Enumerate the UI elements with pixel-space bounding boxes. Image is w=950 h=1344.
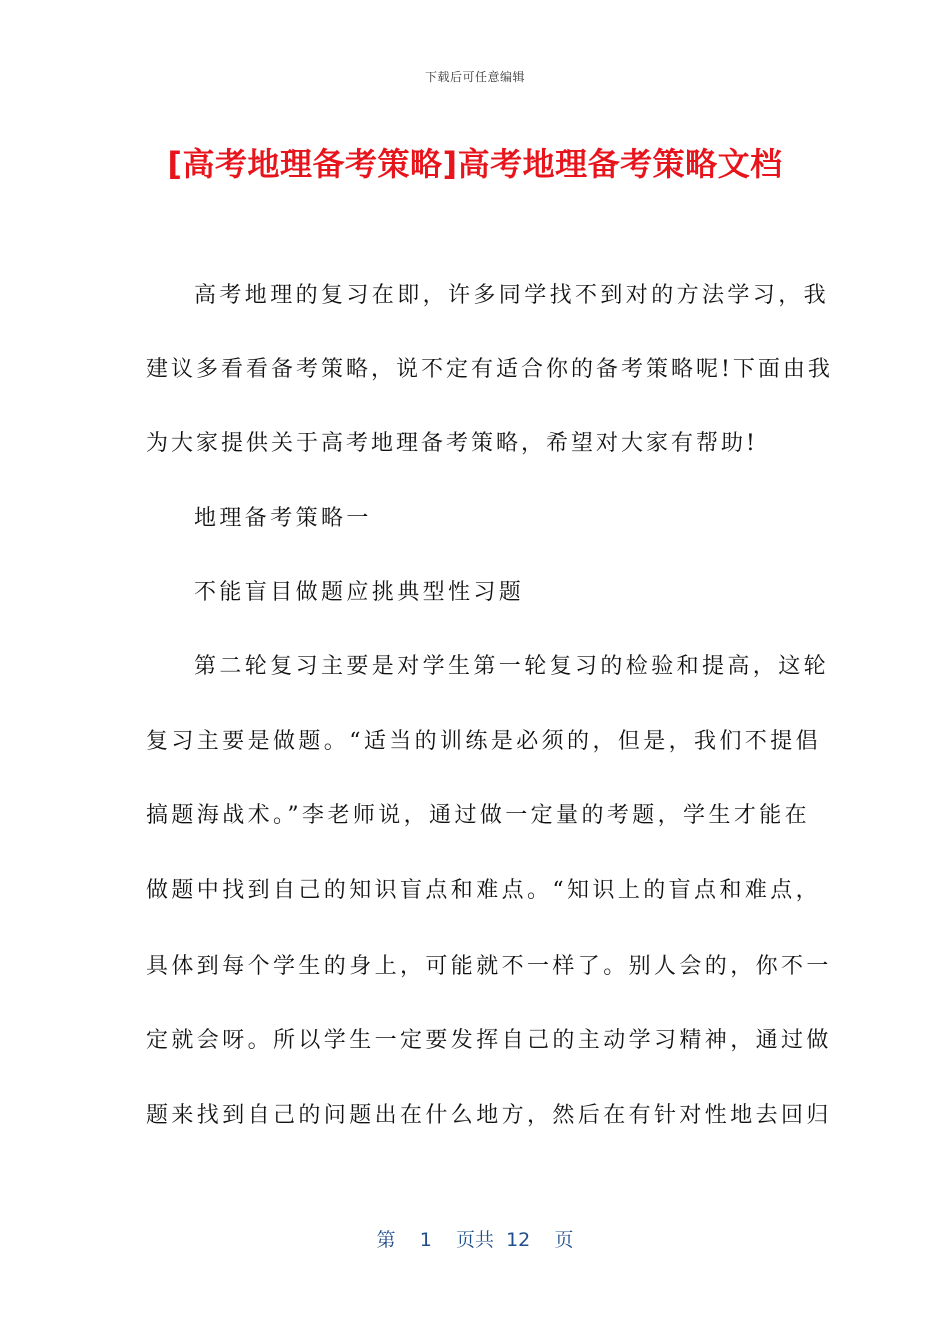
paragraph-line: 高考地理的复习在即，许多同学找不到对的方法学习，我: [194, 283, 830, 308]
footer-total-pages: 12: [506, 1229, 531, 1251]
section-subheading: 不能盲目做题应挑典型性习题: [194, 580, 525, 605]
paragraph-line: 为大家提供关于高考地理备考策略，希望对大家有帮助!: [146, 431, 758, 456]
footer-page-number: 1: [419, 1229, 432, 1251]
section-heading: 地理备考策略一: [194, 506, 372, 531]
paragraph-line: 做题中找到自己的知识盲点和难点。“知识上的盲点和难点，: [146, 878, 822, 903]
document-title: [高考地理备考策略]高考地理备考策略文档: [167, 145, 783, 183]
paragraph-line: 题来找到自己的问题出在什么地方，然后在有针对性地去回归: [146, 1103, 832, 1128]
paragraph-line: 建议多看看备考策略，说不定有适合你的备考策略呢!下面由我: [146, 357, 833, 382]
paragraph-line: 具体到每个学生的身上，可能就不一样了。别人会的，你不一: [146, 954, 832, 979]
footer-suffix: 页: [554, 1229, 574, 1251]
paragraph-line: 定就会呀。所以学生一定要发挥自己的主动学习精神，通过做: [146, 1028, 832, 1053]
footer-prefix: 第: [376, 1229, 396, 1251]
footer-middle: 页共: [455, 1229, 494, 1251]
paragraph-line: 第二轮复习主要是对学生第一轮复习的检验和提高，这轮: [194, 654, 830, 679]
paragraph-line: 复习主要是做题。“适当的训练是必须的，但是，我们不提倡: [146, 729, 822, 754]
page-footer: [0, 1225, 950, 1252]
paragraph-line: 搞题海战术。”李老师说，通过做一定量的考题，学生才能在: [146, 803, 811, 828]
header-note: 下载后可任意编辑: [424, 70, 525, 84]
